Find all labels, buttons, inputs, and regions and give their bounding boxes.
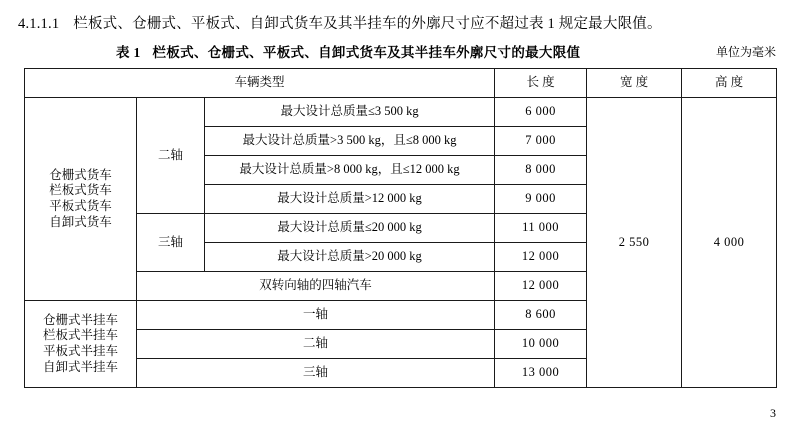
category-line: 仓栅式半挂车 (42, 312, 118, 327)
axle-three: 三轴 (137, 214, 205, 272)
length-cell: 8 600 (495, 301, 587, 330)
axle-two: 二轴 (137, 98, 205, 214)
category-trucks (25, 98, 137, 301)
header-width: 宽 度 (587, 69, 682, 98)
length-cell: 11 000 (495, 214, 587, 243)
length-cell: 8 000 (495, 156, 587, 185)
category-line: 平板式半挂车 (42, 344, 118, 358)
category-line: 仓栅式货车 (49, 167, 112, 182)
length-cell: 6 000 (495, 98, 587, 127)
category-line: 自卸式半挂车 (42, 359, 118, 374)
length-cell: 13 000 (495, 359, 587, 388)
clause-text: 栏板式、仓栅式、平板式、自卸式货车及其半挂车的外廓尺寸应不超过表 1 规定最大限值。 (73, 16, 662, 32)
table-row (25, 98, 777, 127)
header-height: 高 度 (682, 69, 777, 98)
width-cell: 2 550 (587, 98, 682, 388)
condition-cell: 最大设计总质量≤20 000 kg (205, 214, 495, 243)
unit-note: 单位为毫米 (715, 45, 776, 59)
header-length: 长 度 (495, 69, 587, 98)
condition-cell: 最大设计总质量>20 000 kg (205, 243, 495, 272)
clause-paragraph (18, 12, 662, 33)
table-number: 表 1 (116, 45, 141, 60)
spec-table-wrapper (24, 68, 776, 388)
condition-cell: 一轴 (137, 301, 495, 330)
condition-cell: 最大设计总质量≤3 500 kg (205, 98, 495, 127)
table-title: 栏板式、仓栅式、平板式、自卸式货车及其半挂车外廓尺寸的最大限值 (152, 45, 581, 60)
category-line: 栏板式货车 (49, 183, 112, 198)
condition-cell: 最大设计总质量>3 500 kg，且≤8 000 kg (205, 127, 495, 156)
category-line: 栏板式半挂车 (42, 328, 118, 343)
category-semitrailers (25, 301, 137, 388)
category-line: 自卸式货车 (49, 214, 112, 229)
condition-cell: 双转向轴的四轴汽车 (137, 272, 495, 301)
length-cell: 7 000 (495, 127, 587, 156)
condition-cell: 三轴 (137, 359, 495, 388)
length-cell: 12 000 (495, 243, 587, 272)
length-cell: 9 000 (495, 185, 587, 214)
clause-number: 4.1.1.1 (18, 16, 60, 32)
spec-table (24, 68, 777, 388)
header-vehicle-type: 车辆类型 (25, 69, 495, 98)
condition-cell: 最大设计总质量>12 000 kg (205, 185, 495, 214)
condition-cell: 最大设计总质量>8 000 kg，且≤12 000 kg (205, 156, 495, 185)
page-number: 3 (770, 406, 776, 420)
length-cell: 10 000 (495, 330, 587, 359)
height-cell: 4 000 (682, 98, 777, 388)
category-line: 平板式货车 (49, 199, 112, 213)
table-header-row (25, 69, 777, 98)
table-caption (116, 41, 580, 61)
length-cell: 12 000 (495, 272, 587, 301)
condition-cell: 二轴 (137, 330, 495, 359)
